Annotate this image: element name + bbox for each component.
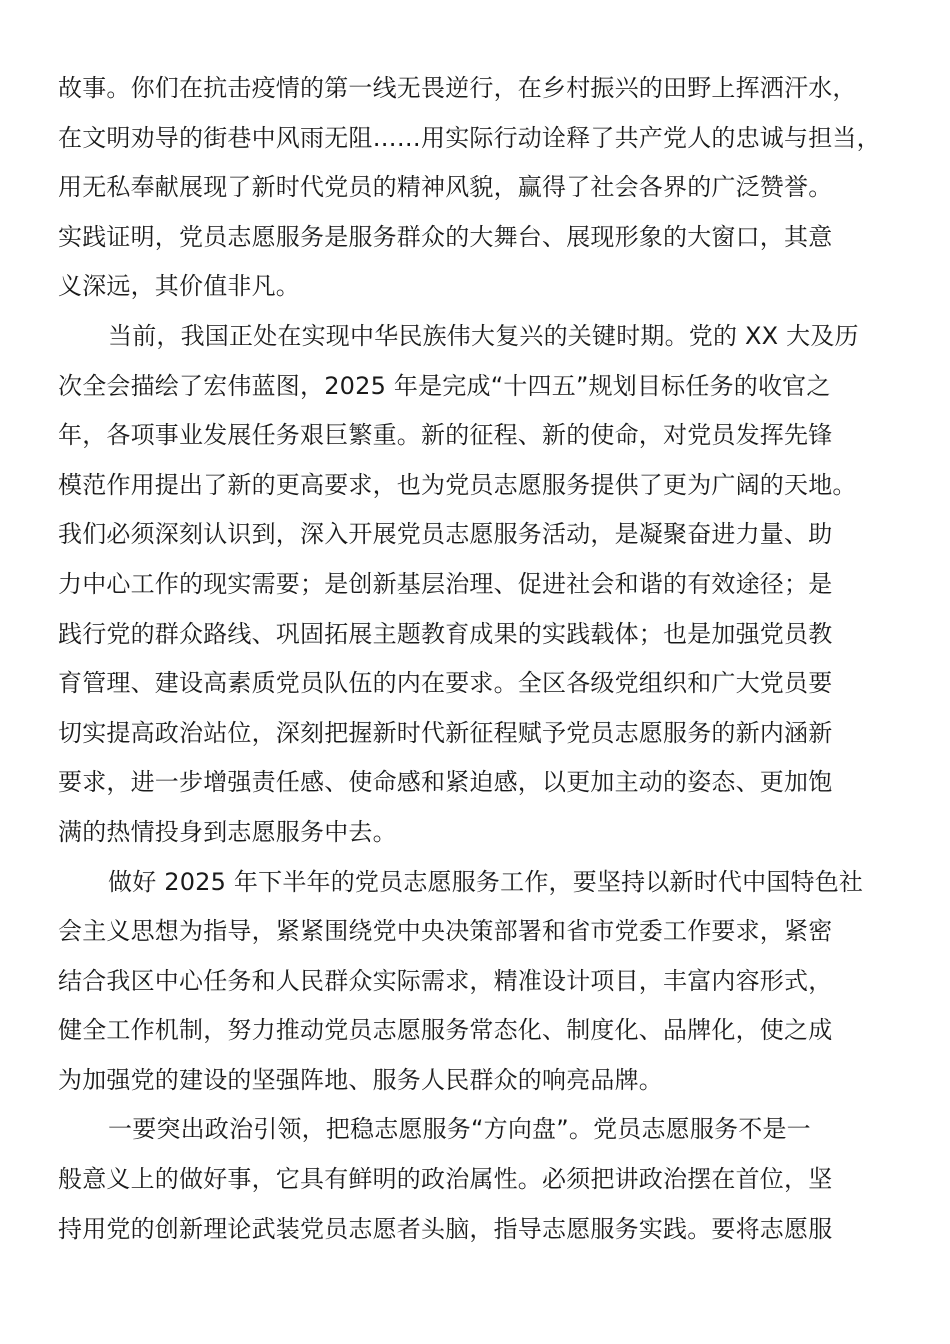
text-line: 故事。你们在抗击疫情的第一线无畏逆行，在乡村振兴的田野上挥洒汗水， <box>58 74 857 102</box>
text-line: 实践证明，党员志愿服务是服务群众的大舞台、展现形象的大窗口，其意 <box>58 222 833 251</box>
text-line: 为加强党的建设的坚强阵地、服务人民群众的响亮品牌。 <box>58 1065 663 1094</box>
document-body <box>58 64 892 1254</box>
text-line: 模范作用提出了新的更高要求，也为党员志愿服务提供了更为广阔的天地。 <box>58 470 857 499</box>
text-line: 践行党的群众路线、巩固拓展主题教育成果的实践载体；也是加强党员教 <box>58 619 833 648</box>
text-line: 要求，进一步增强责任感、使命感和紧迫感，以更加主动的姿态、更加饱 <box>58 768 833 797</box>
text-line: 我们必须深刻认识到，深入开展党员志愿服务活动，是凝聚奋进力量、助 <box>58 520 833 549</box>
paragraph-start-line: 当前，我国正处在实现中华民族伟大复兴的关键时期。党的 XX 大及历 <box>108 321 859 350</box>
text-line: 次全会描绘了宏伟蓝图，2025 年是完成“十四五”规划目标任务的收官之 <box>58 371 831 400</box>
text-line: 结合我区中心任务和人民群众实际需求，精准设计项目，丰富内容形式， <box>58 966 833 995</box>
text-line: 义深远，其价值非凡。 <box>58 272 300 301</box>
text-line: 般意义上的做好事，它具有鲜明的政治属性。必须把讲政治摆在首位，坚 <box>58 1165 833 1194</box>
text-line: 育管理、建设高素质党员队伍的内在要求。全区各级党组织和广大党员要 <box>58 669 833 698</box>
paragraph-start-line: 一要突出政治引领，把稳志愿服务“方向盘”。党员志愿服务不是一 <box>108 1115 811 1144</box>
text-line: 用无私奉献展现了新时代党员的精神风貌，赢得了社会各界的广泛赞誉。 <box>58 173 833 202</box>
text-line: 满的热情投身到志愿服务中去。 <box>58 817 397 846</box>
paragraph-start-line: 做好 2025 年下半年的党员志愿服务工作，要坚持以新时代中国特色社 <box>108 867 864 896</box>
text-line: 持用党的创新理论武装党员志愿者头脑，指导志愿服务实践。要将志愿服 <box>58 1214 833 1243</box>
text-line: 年，各项事业发展任务艰巨繁重。新的征程、新的使命，对党员发挥先锋 <box>58 421 833 450</box>
text-line: 切实提高政治站位，深刻把握新时代新征程赋予党员志愿服务的新内涵新 <box>58 718 833 747</box>
text-line: 力中心工作的现实需要；是创新基层治理、促进社会和谐的有效途径；是 <box>58 569 833 598</box>
text-line: 会主义思想为指导，紧紧围绕党中央决策部署和省市党委工作要求，紧密 <box>58 917 833 946</box>
text-line: 在文明劝导的街巷中风雨无阻……用实际行动诠释了共产党人的忠诚与担当， <box>58 123 881 152</box>
text-line: 健全工作机制，努力推动党员志愿服务常态化、制度化、品牌化，使之成 <box>58 1016 833 1045</box>
